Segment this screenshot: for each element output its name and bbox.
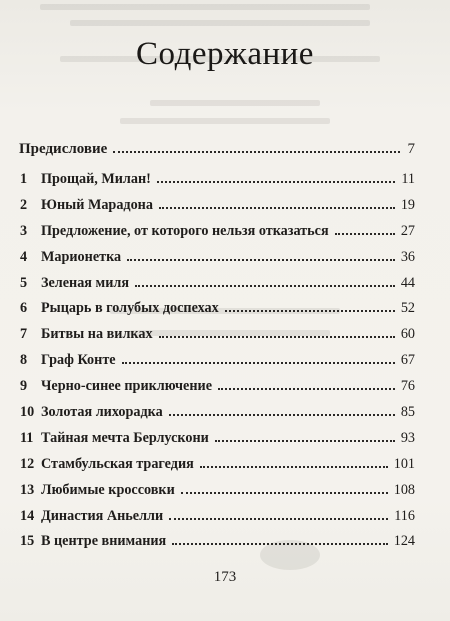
dot-leader <box>169 518 388 520</box>
toc-entry-1 <box>20 171 415 197</box>
toc-entry-10 <box>20 404 415 430</box>
chapter-number: 14 <box>20 507 35 524</box>
chapter-title: Юный Марадона <box>41 196 153 213</box>
chapter-number: 7 <box>20 326 28 343</box>
chapter-page-number: 44 <box>400 274 415 291</box>
dot-leader <box>335 233 395 235</box>
chapter-number: 2 <box>20 196 28 213</box>
toc-entry-4 <box>20 249 415 275</box>
chapter-page-number: 11 <box>401 171 415 187</box>
chapter-title: Граф Конте <box>41 352 116 369</box>
chapter-title: Династия Аньелли <box>41 507 164 524</box>
toc-entry-6 <box>20 300 415 326</box>
chapter-title: Зеленая миля <box>41 274 130 291</box>
chapter-number: 9 <box>20 378 28 395</box>
chapter-title: Стамбульская трагедия <box>41 455 194 472</box>
chapter-page-number: 108 <box>393 481 415 498</box>
toc-entry-2 <box>20 197 415 223</box>
dot-leader <box>159 207 395 209</box>
toc-entry-9 <box>20 378 415 404</box>
toc-entry-15 <box>20 533 415 559</box>
dot-leader <box>127 259 395 261</box>
dot-leader <box>218 388 395 390</box>
chapter-page-number: 101 <box>393 455 415 472</box>
chapter-page-number: 85 <box>400 404 415 421</box>
toc-entry-5 <box>20 275 415 301</box>
dot-leader <box>181 492 388 494</box>
toc-entry-12 <box>20 456 415 482</box>
page-title: Содержание <box>136 36 314 72</box>
table-of-contents <box>20 171 415 559</box>
chapter-number: 6 <box>20 300 28 317</box>
chapter-number: 12 <box>20 455 35 472</box>
chapter-title: Черно-синее приключение <box>41 378 212 395</box>
dot-leader <box>225 310 395 312</box>
chapter-page-number: 124 <box>393 533 415 550</box>
toc-entry-8 <box>20 352 415 378</box>
chapter-title: Предложение, от которого нельзя отказаться <box>41 222 329 239</box>
preface-page-number: 7 <box>407 141 415 157</box>
chapter-title: Золотая лихорадка <box>41 404 163 421</box>
chapter-title: Любимые кроссовки <box>41 481 175 498</box>
toc-entry-14 <box>20 508 415 534</box>
dot-leader <box>200 466 388 468</box>
dot-leader <box>172 543 387 545</box>
chapter-page-number: 52 <box>400 300 415 317</box>
preface-label: Предисловие <box>19 141 108 157</box>
chapter-number: 13 <box>20 481 35 498</box>
chapter-number: 3 <box>20 222 28 239</box>
toc-entry-preface <box>19 141 415 158</box>
chapter-title: В центре внимания <box>41 533 167 550</box>
dot-leader <box>169 414 395 416</box>
chapter-page-number: 116 <box>394 507 415 524</box>
chapter-number: 8 <box>20 352 28 369</box>
toc-entry-3 <box>20 223 415 249</box>
toc-entry-11 <box>20 430 415 456</box>
chapter-number: 4 <box>20 248 28 265</box>
chapter-page-number: 36 <box>400 248 415 265</box>
dot-leader <box>113 151 399 153</box>
toc-entry-13 <box>20 482 415 508</box>
dot-leader <box>122 362 395 364</box>
chapter-title: Рыцарь в голубых доспехах <box>41 300 219 317</box>
chapter-page-number: 93 <box>400 429 415 446</box>
chapter-number: 5 <box>20 274 28 291</box>
toc-entry-7 <box>20 326 415 352</box>
chapter-page-number: 76 <box>400 378 415 395</box>
chapter-page-number: 19 <box>400 196 415 213</box>
dot-leader <box>159 336 395 338</box>
dot-leader <box>135 285 395 287</box>
chapter-title: Прощай, Милан! <box>41 171 151 187</box>
chapter-number: 1 <box>20 171 28 187</box>
chapter-title: Битвы на вилках <box>41 326 153 343</box>
chapter-number: 11 <box>20 429 34 446</box>
chapter-number: 15 <box>20 533 35 550</box>
chapter-page-number: 67 <box>400 352 415 369</box>
chapter-number: 10 <box>20 404 35 421</box>
dot-leader <box>157 181 395 183</box>
chapter-title: Марионетка <box>41 248 122 265</box>
chapter-title: Тайная мечта Берлускони <box>41 429 209 446</box>
page-number-footer: 173 <box>213 569 237 585</box>
dot-leader <box>215 440 395 442</box>
chapter-page-number: 27 <box>400 222 415 239</box>
chapter-page-number: 60 <box>400 326 415 343</box>
